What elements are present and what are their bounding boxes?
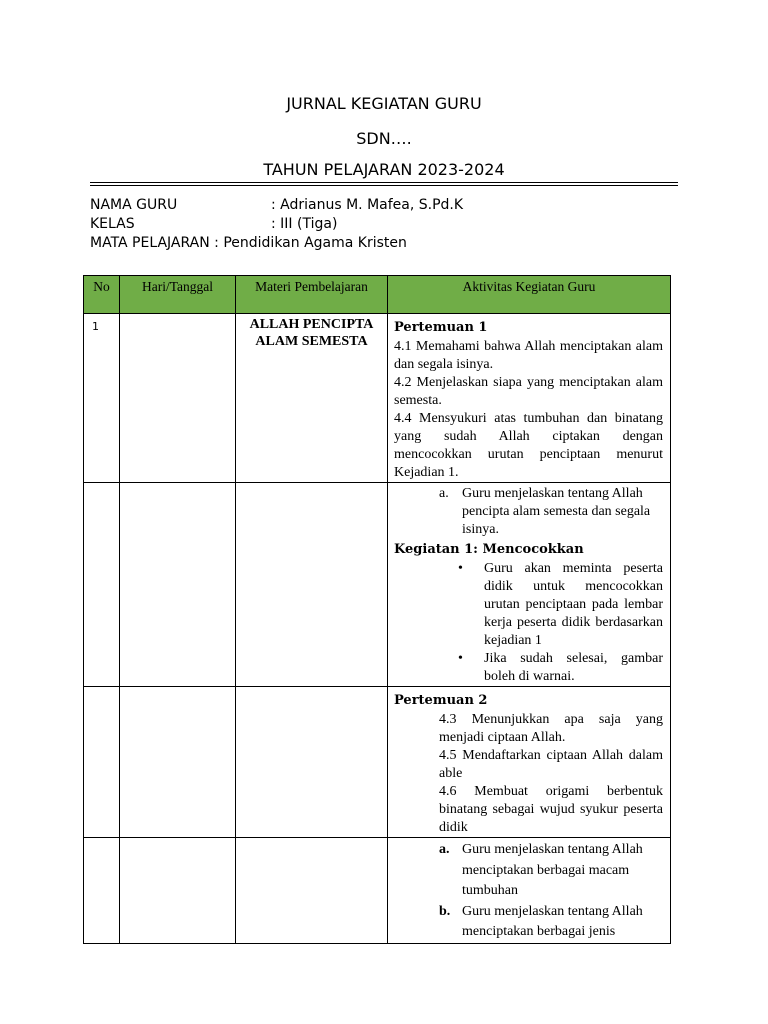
list-text: Guru menjelaskan tentang Allah menciptakan berbagai jenis: [462, 903, 643, 939]
subject-value: : Pendidikan Agama Kristen: [209, 235, 407, 251]
header-no: No: [84, 276, 120, 314]
class-value: : III (Tiga): [271, 216, 338, 232]
list-text: Jika sudah selesai, gambar boleh di warnai.: [484, 651, 663, 684]
row-number: 1: [84, 314, 120, 483]
list-text: Guru menjelaskan tentang Allah menciptakan berbagai macam tumbuhan: [462, 842, 643, 898]
list-item: [394, 902, 663, 943]
activity-cell: [388, 838, 671, 944]
activity-1-heading: Kegiatan 1: Mencocokkan: [394, 542, 584, 557]
teacher-name-label: NAMA GURU: [90, 197, 178, 213]
header-material: Materi Pembelajaran: [236, 276, 388, 314]
objective-item: 4.2 Menjelaskan siapa yang menciptakan alam semesta.: [394, 375, 663, 408]
table-row: [84, 838, 671, 944]
table-row: [84, 687, 671, 838]
date-cell: [120, 483, 236, 687]
objective-item: 4.6 Membuat origami berbentuk binatang sebagai wujud syukur peserta didik: [439, 784, 663, 835]
header-date: Hari/Tanggal: [120, 276, 236, 314]
objective-item: 4.5 Mendaftarkan ciptaan Allah dalam able: [439, 748, 663, 781]
school-name: SDN….: [356, 129, 412, 148]
table-row: [84, 483, 671, 687]
material-cell: ALLAH PENCIPTA ALAM SEMESTA: [236, 314, 388, 483]
class-row: [90, 215, 337, 234]
list-item: [394, 560, 663, 650]
journal-title: JURNAL KEGIATAN GURU: [286, 94, 482, 113]
bullet-marker: •: [458, 561, 463, 576]
date-cell: [120, 838, 236, 944]
objective-item: 4.4 Mensyukuri atas tumbuhan dan binatang yang sudah Allah ciptakan dengan mencocokkan urutan penciptaan menurut Kejadian 1.: [394, 411, 663, 480]
material-cell: [236, 687, 388, 838]
header-rule-bottom: [90, 185, 678, 186]
list-text: Guru akan meminta peserta didik untuk mencocokkan urutan penciptaan pada lembar kerja peserta didik berdasarkan kejadian 1: [484, 561, 663, 648]
list-item: [394, 485, 663, 539]
objective-item: 4.3 Menunjukkan apa saja yang menjadi ciptaan Allah.: [439, 712, 663, 745]
meeting-2-heading: Pertemuan 2: [394, 693, 488, 708]
date-cell: [120, 314, 236, 483]
material-cell: [236, 838, 388, 944]
list-text: Guru menjelaskan tentang Allah pencipta alam semesta dan segala isinya.: [462, 486, 651, 537]
journal-table: [83, 275, 671, 944]
teacher-name-value: : Adrianus M. Mafea, S.Pd.K: [271, 197, 464, 213]
class-label: KELAS: [90, 216, 135, 232]
header-rule-top: [90, 182, 678, 183]
bullet-marker: •: [458, 651, 463, 666]
list-item: [394, 840, 663, 902]
table-row: [84, 314, 671, 483]
list-marker: a.: [439, 486, 449, 501]
header-activity: Aktivitas Kegiatan Guru: [388, 276, 671, 314]
list-marker: b.: [439, 903, 451, 919]
subject-label: MATA PELAJARAN: [90, 235, 210, 251]
teacher-name-row: [90, 196, 463, 215]
number-cell: [84, 838, 120, 944]
number-cell: [84, 687, 120, 838]
activity-cell: [388, 483, 671, 687]
material-cell: [236, 483, 388, 687]
activity-cell: [388, 687, 671, 838]
academic-year: TAHUN PELAJARAN 2023-2024: [263, 160, 505, 179]
list-item: [394, 650, 663, 686]
meeting-1-heading: Pertemuan 1: [394, 320, 488, 335]
date-cell: [120, 687, 236, 838]
subject-row: [90, 234, 407, 253]
list-marker: a.: [439, 842, 450, 857]
activity-cell: [388, 314, 671, 483]
table-header-row: [84, 276, 671, 314]
number-cell: [84, 483, 120, 687]
objective-item: 4.1 Memahami bahwa Allah menciptakan alam dan segala isinya.: [394, 339, 663, 372]
